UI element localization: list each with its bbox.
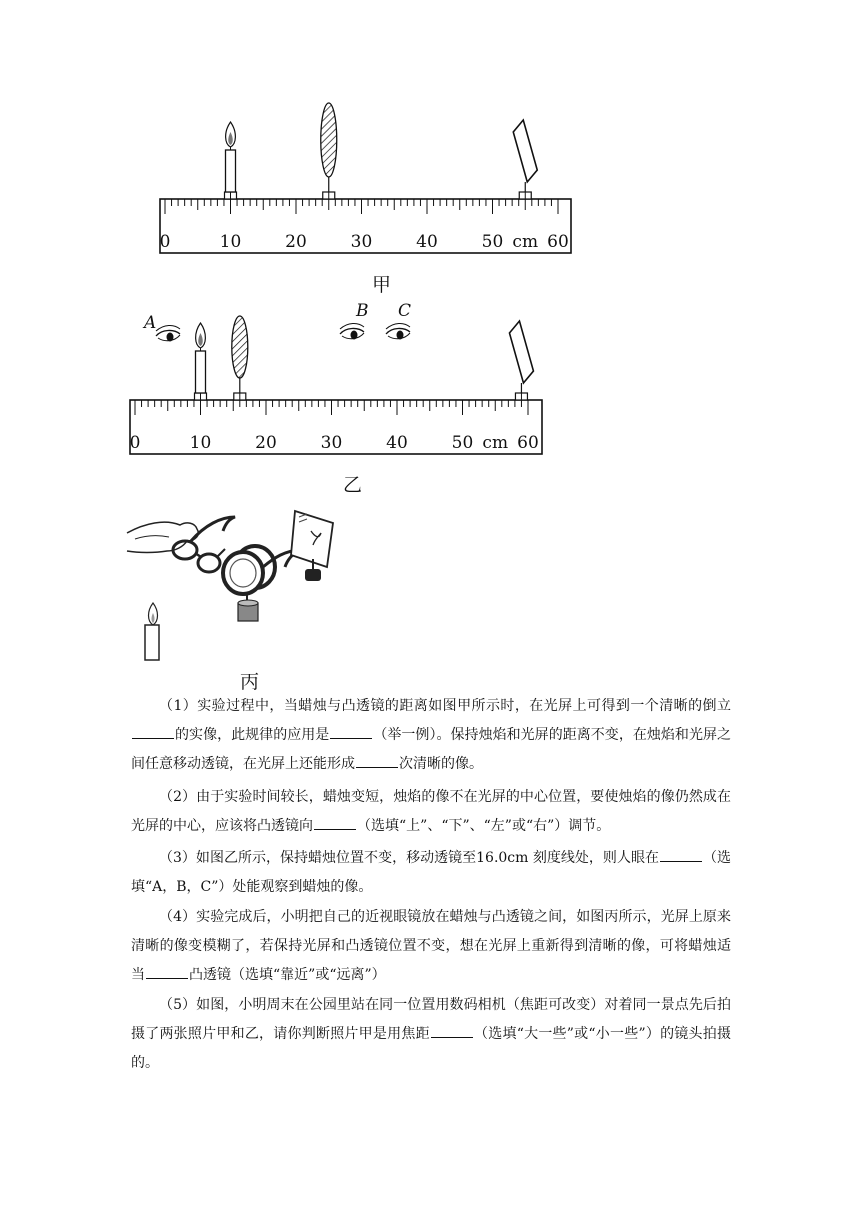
figure-bing-caption: 丙 [240,671,260,693]
ruler-label: 40 [416,232,438,252]
q1-text-b: 的实像，此规律的应用是 [175,727,330,743]
ruler-label: 40 [386,433,408,453]
q2-text-a: （2）由于实验时间较长，蜡烛变短，烛焰的像不在光屏的中心位置，要使烛焰的像仍然成在光屏的中心，应该将凸透镜向 [131,789,731,834]
glasses-lens-2 [198,554,220,572]
figure-yi [120,298,560,463]
question-4 [131,903,731,990]
q1-text-c: （举一例）。保持烛焰和光屏的距离不变，在烛焰和光屏之间任意移动透镜，在光屏上还能形成 [131,727,732,772]
optical-bench-yi [120,298,560,463]
answer-blank[interactable] [132,724,174,739]
q2-text-b: （选填“上”、“下”、“左”或“右”）调节。 [357,818,611,834]
eye-label-b: B [356,301,369,321]
answer-blank[interactable] [314,815,356,830]
answer-blank[interactable] [431,1023,473,1038]
q5-text-a: （5）如图，小明周末在公园里站在同一位置用数码相机（焦距可改变）对着同一景点先后拍摄了两张照片甲和乙，请你判断照片甲是用焦距 [131,997,731,1042]
optical-bench-jia [150,95,590,265]
ruler-label: cm [482,433,509,453]
candle [226,150,236,192]
eye-icon [386,323,410,339]
q4-text-a: （4）实验完成后，小明把自己的近视眼镜放在蜡烛与凸透镜之间，如图丙所示，光屏上原来清晰的像变模糊了，若保持光屏和凸透镜位置不变，想在光屏上重新得到清晰的像，可将蜡烛适当 [131,909,731,983]
ruler-label: 50 [451,433,474,453]
q4-text-b: 凸透镜（选填“靠近”或“远离”） [189,967,386,983]
ruler-label: 20 [285,232,307,252]
answer-blank[interactable] [146,964,188,979]
question-1 [131,692,731,779]
q1-text-d: 次清晰的像。 [399,756,483,772]
ruler-label: 60 [547,232,569,252]
q3-text-a: （3）如图乙所示，保持蜡烛位置不变，移动透镜至16.0cm 刻度线处，则人眼在 [159,850,659,866]
candle-bing [145,625,159,660]
eye-icon [156,325,180,341]
q1-text-a: （1）实验过程中，当蜡烛与凸透镜的距离如图甲所示时，在光屏上可得到一个清晰的倒立 [159,698,731,714]
ruler-label: 60 [517,433,539,453]
ruler-label: 0 [159,232,171,252]
ruler-label: 10 [189,433,212,453]
hand-illustration [127,522,198,552]
ruler-label: 10 [219,232,242,252]
ruler-label: 0 [129,433,141,453]
eye-label-a: A [144,313,157,333]
q5-text-b: （选填“大一些”或“小一些”）的镜头拍摄的。 [131,1026,731,1071]
light-screen [509,321,533,383]
eye-label-c: C [398,301,412,321]
ruler-label: 30 [320,433,343,453]
answer-blank[interactable] [356,753,398,768]
figure-yi-caption: 乙 [343,474,363,496]
ruler-label: cm [512,232,539,252]
light-screen [291,511,333,567]
myopia-glasses-setup [125,495,355,670]
answer-blank[interactable] [660,847,702,862]
light-screen [513,120,537,182]
eye-icon [340,323,364,339]
convex-lens [232,316,248,378]
ruler-label: 50 [481,232,504,252]
screen-base [305,569,321,581]
figure-jia [150,95,590,265]
q3-text-b: （选填“A，B，C”）处能观察到蜡烛的像。 [131,850,731,895]
question-3 [131,844,731,902]
ruler-label: 20 [255,433,277,453]
candle [196,351,206,393]
figure-jia-caption: 甲 [372,274,392,296]
convex-lens-ring-front [223,552,263,594]
answer-blank[interactable] [330,724,372,739]
figure-bing [125,495,355,670]
question-2 [131,783,731,841]
question-5 [131,991,731,1078]
ruler-label: 30 [350,232,373,252]
convex-lens [321,103,337,177]
